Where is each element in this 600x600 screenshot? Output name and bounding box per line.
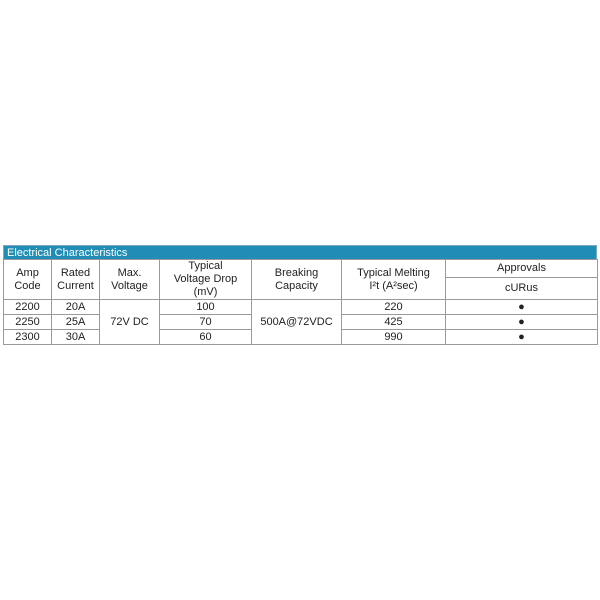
header-max-voltage: Max. Voltage	[100, 260, 160, 300]
cell-breaking-capacity: 500A@72VDC	[252, 300, 342, 345]
header-rated-current: Rated Current	[52, 260, 100, 300]
header-typical-melting: Typical Melting I²t (A²sec)	[342, 260, 446, 300]
cell-voltage-drop: 100	[160, 300, 252, 315]
cell-curus-approval: ●	[446, 300, 598, 315]
cell-voltage-drop: 60	[160, 330, 252, 345]
table-title: Electrical Characteristics	[3, 245, 597, 259]
cell-rated-current: 30A	[52, 330, 100, 345]
cell-curus-approval: ●	[446, 315, 598, 330]
cell-amp-code: 2300	[4, 330, 52, 345]
cell-rated-current: 25A	[52, 315, 100, 330]
header-amp-code: Amp Code	[4, 260, 52, 300]
header-breaking-capacity: Breaking Capacity	[252, 260, 342, 300]
spec-table	[3, 259, 598, 345]
table-row	[4, 300, 598, 315]
header-curus: cURus	[446, 277, 598, 299]
electrical-characteristics-table	[3, 245, 597, 345]
cell-amp-code: 2250	[4, 315, 52, 330]
cell-melting: 425	[342, 315, 446, 330]
cell-voltage-drop: 70	[160, 315, 252, 330]
cell-amp-code: 2200	[4, 300, 52, 315]
cell-melting: 220	[342, 300, 446, 315]
header-typical-voltage-drop: Typical Voltage Drop (mV)	[160, 260, 252, 300]
cell-curus-approval: ●	[446, 330, 598, 345]
header-approvals: Approvals	[446, 260, 598, 278]
cell-rated-current: 20A	[52, 300, 100, 315]
cell-max-voltage: 72V DC	[100, 300, 160, 345]
cell-melting: 990	[342, 330, 446, 345]
